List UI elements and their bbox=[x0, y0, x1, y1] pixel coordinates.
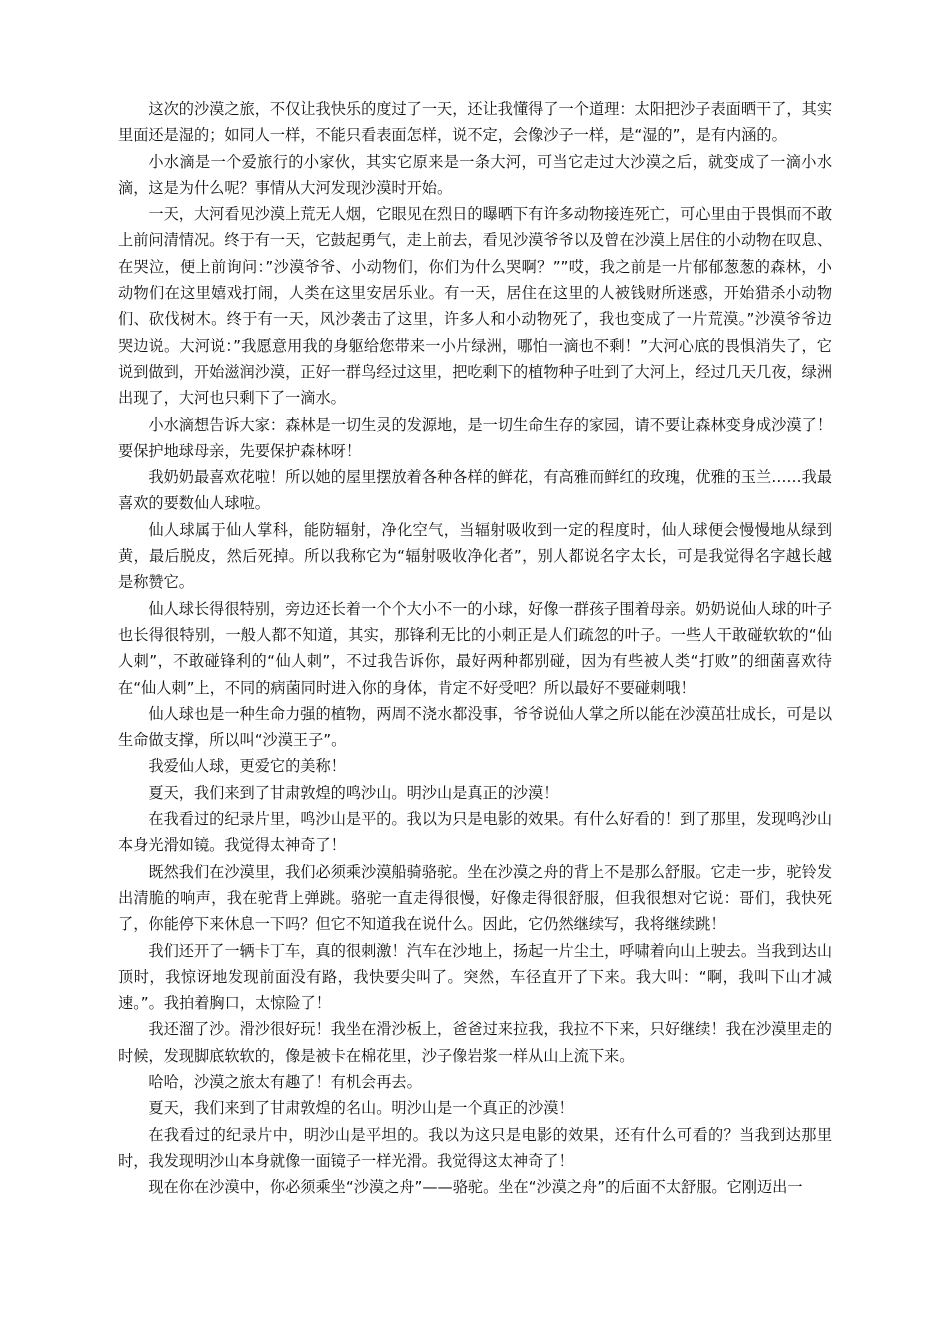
paragraph: 夏天，我们来到了甘肃敦煌的鸣沙山。明沙山是真正的沙漠！ bbox=[148, 783, 559, 802]
paragraph: 小水滴想告诉大家：森林是一切生灵的发源地，是一切生命生存的家园，请不要让森林变身成沙漠了！要保护地球母亲，先要保护森林呀！ bbox=[118, 415, 832, 460]
paragraph: 夏天，我们来到了甘肃敦煌的名山。明沙山是一个真正的沙漠！ bbox=[148, 1099, 574, 1118]
paragraph: 哈哈，沙漠之旅太有趣了！有机会再去。 bbox=[148, 1072, 422, 1091]
paragraph: 这次的沙漠之旅，不仅让我快乐的度过了一天，还让我懂得了一个道理：太阳把沙子表面晒干了，其实里面还是湿的；如同人一样，不能只看表面怎样，说不定，会像沙子一样，是“湿的”，是有内涵的。 bbox=[118, 100, 832, 145]
paragraph: 仙人球长得很特别，旁边还长着一个个大小不一的小球，好像一群孩子围着母亲。奶奶说仙人球的叶子也长得很特别，一般人都不知道，其实，那锋利无比的小刺正是人们疏忽的叶子。一些人干敢碰软软的“仙人刺”，不敢碰锋利的“仙人刺”，不过我告诉你，最好两种都别碰，因为有些被人类“打败”的细菌喜欢待在“仙人刺”上，不同的病菌同时进入你的身体，肯定不好受吧？所以最好不要碰刺哦！ bbox=[118, 599, 832, 697]
paragraph: 现在你在沙漠中，你必须乘坐“沙漠之舟”——骆驼。坐在“沙漠之舟”的后面不太舒服。它刚迈出一 bbox=[148, 1178, 803, 1197]
paragraph: 仙人球也是一种生命力强的植物，两周不浇水都没事，爷爷说仙人掌之所以能在沙漠茁壮成长，可是以生命做支撑，所以叫“沙漠王子”。 bbox=[118, 704, 832, 750]
paragraph: 我还溜了沙。滑沙很好玩！我坐在滑沙板上，爸爸过来拉我，我拉不下来，只好继续！我在沙漠里走的时候，发现脚底软软的，像是被卡在棉花里，沙子像岩浆一样从山上流下来。 bbox=[118, 1020, 832, 1065]
paragraph: 在我看过的纪录片里，鸣沙山是平的。我以为只是电影的效果。有什么好看的！到了那里，发现鸣沙山本身光滑如镜。我觉得太神奇了！ bbox=[118, 810, 832, 855]
paragraph: 我爱仙人球，更爱它的美称！ bbox=[148, 757, 346, 776]
paragraph: 在我看过的纪录片中，明沙山是平坦的。我以为这只是电影的效果，还有什么可看的？当我到达那里时，我发现明沙山本身就像一面镜子一样光滑。我觉得这太神奇了！ bbox=[118, 1125, 832, 1170]
paragraph: 我们还开了一辆卡丁车，真的很刺激！汽车在沙地上，扬起一片尘土，呼啸着向山上驶去。当我到达山顶时，我惊讶地发现前面没有路，我快要尖叫了。突然，车径直开了下来。我大叫：“啊，我叫下山才减速。”。我拍着胸口，太惊险了！ bbox=[118, 941, 832, 1013]
paragraph: 仙人球属于仙人掌科，能防辐射，净化空气，当辐射吸收到一定的程度时，仙人球便会慢慢地从绿到黄，最后脱皮，然后死掉。所以我称它为“辐射吸收净化者”，别人都说名字太长，可是我觉得名字越长越是称赞它。 bbox=[118, 520, 832, 592]
document-page bbox=[118, 96, 832, 1200]
paragraph: 一天，大河看见沙漠上荒无人烟，它眼见在烈日的曝晒下有许多动物接连死亡，可心里由于畏惧而不敢上前问清情况。终于有一天，它鼓起勇气，走上前去，看见沙漠爷爷以及曾在沙漠上居住的小动物在叹息、在哭泣，便上前询问：”沙漠爷爷、小动物们，你们为什么哭啊？””哎，我之前是一片郁郁葱葱的森林，小动物们在这里嬉戏打闹，人类在这里安居乐业。有一天，居住在这里的人被钱财所迷惑，开始猎杀小动物们、砍伐树木。终于有一天，风沙袭击了这里，许多人和小动物死了，我也变成了一片荒漠。”沙漠爷爷边哭边说。大河说：”我愿意用我的身躯给您带来一小片绿洲，哪怕一滴也不剩！”大河心底的畏惧消失了，它说到做到，开始滋润沙漠，正好一群鸟经过这里，把吃剩下的植物种子吐到了大河上，经过几天几夜，绿洲出现了，大河也只剩下了一滴水。 bbox=[118, 205, 832, 408]
paragraph: 我奶奶最喜欢花啦！所以她的屋里摆放着各种各样的鲜花，有高雅而鲜红的玫瑰，优雅的玉兰……我最喜欢的要数仙人球啦。 bbox=[118, 468, 832, 513]
paragraph: 既然我们在沙漠里，我们必须乘沙漠船骑骆驼。坐在沙漠之舟的背上不是那么舒服。它走一步，驼铃发出清脆的响声，我在驼背上弹跳。骆驼一直走得很慢，好像走得很舒服，但我很想对它说：哥们，我快死了，你能停下来休息一下吗？但它不知道我在说什么。因此，它仍然继续写，我将继续跳！ bbox=[118, 862, 832, 934]
paragraph: 小水滴是一个爱旅行的小家伙，其实它原来是一条大河，可当它走过大沙漠之后，就变成了一滴小水滴，这是为什么呢？事情从大河发现沙漠时开始。 bbox=[118, 152, 832, 197]
